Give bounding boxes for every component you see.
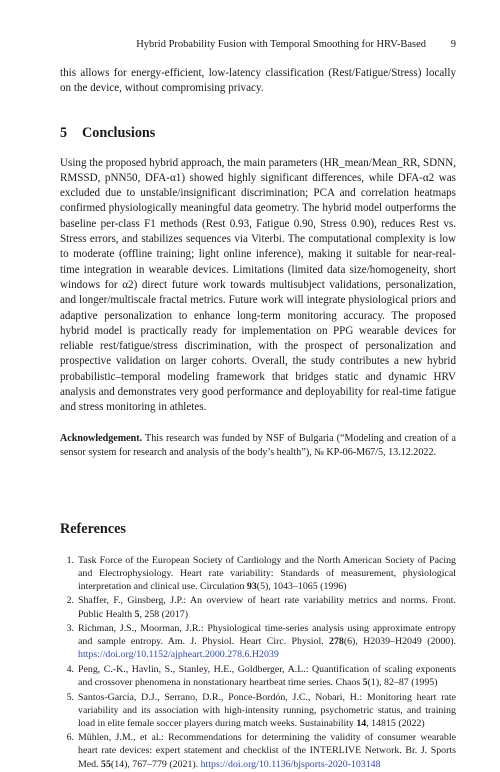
- reference-item: [60, 691, 456, 730]
- reference-number: 1.: [66, 554, 74, 566]
- reference-volume: 5: [362, 676, 368, 688]
- acknowledgement-label: Acknowledgement.: [60, 432, 143, 444]
- reference-text: Task Force of the European Society of Cardiology and the North American Society of Pacing and Electrophysiology. Heart rate variability: Standards of measurement, physiological interpretation and clinical use. Circulation: [78, 554, 456, 592]
- reference-text: Mühlen, J.M., et al.: Recommendations for determining the validity of consumer wearable heart rate devices: expert statement and checklist of the INTERLIVE Network. Br. J. Sports Med.: [78, 732, 456, 770]
- reference-list: [60, 554, 456, 771]
- acknowledgement-text: This research was funded by NSF of Bulgaria (“Modeling and creation of a sensor system for research and analysis of the body’s health”), № KP-06-M67/5, 13.12.2022.: [60, 432, 456, 458]
- reference-item: [60, 594, 456, 620]
- page-content: [60, 66, 456, 772]
- reference-doi-link[interactable]: https://doi.org/10.1136/bjsports-2020-103148: [200, 758, 381, 770]
- reference-doi-link[interactable]: https://doi.org/10.1152/ajpheart.2000.278.6.H2039: [78, 649, 279, 661]
- acknowledgement: [60, 432, 456, 460]
- reference-number: 2.: [66, 595, 74, 607]
- reference-number: 3.: [66, 623, 74, 635]
- reference-item: [60, 663, 456, 689]
- reference-text-tail: (6), H2039–H2049 (2000).: [343, 636, 457, 648]
- page-number: 9: [450, 39, 456, 50]
- reference-text: Richman, J.S., Moorman, J.R.: Physiological time-series analysis using approximate entropy and sample entropy. Am. J. Physiol. Heart Circ. Physiol.: [78, 623, 456, 648]
- reference-item: [60, 731, 456, 770]
- reference-text: Santos-García, D.J., Serrano, D.R., Ponce-Bordón, J.C., Nobari, H.: Monitoring heart rate variability and its association with high-intensity running, psychometric status, and training load in elite female soccer players during match weeks. Sustainability: [78, 691, 456, 729]
- reference-volume: 14: [356, 717, 367, 729]
- reference-volume: 55: [101, 758, 111, 770]
- references-heading: References: [60, 520, 126, 537]
- reference-number: 5.: [66, 691, 74, 703]
- reference-number: 6.: [66, 732, 74, 744]
- reference-number: 4.: [66, 663, 74, 675]
- reference-text-tail: (14), 767–779 (2021).: [110, 758, 201, 770]
- reference-item: [60, 622, 456, 661]
- reference-text-tail: (5), 1043–1065 (1996): [256, 580, 347, 592]
- reference-text-tail: (1), 82–87 (1995): [367, 676, 438, 688]
- intro-paragraph: this allows for energy-efficient, low-latency classification (Rest/Fatigue/Stress) locally on the device, without compromising privacy.: [60, 67, 456, 95]
- reference-volume: 5: [134, 608, 140, 620]
- reference-text: Shaffer, F., Ginsberg, J.P.: An overview of heart rate variability metrics and norms. Front. Public Health: [78, 595, 456, 620]
- running-title: Hybrid Probability Fusion with Temporal Smoothing for HRV-Based: [136, 39, 426, 50]
- conclusions-heading: [60, 124, 456, 142]
- section-title: Conclusions: [82, 124, 156, 141]
- reference-volume: 278: [329, 636, 344, 648]
- reference-volume: 93: [246, 580, 257, 592]
- reference-text-tail: , 258 (2017): [139, 608, 188, 620]
- section-number: 5: [60, 124, 68, 141]
- reference-item: [60, 554, 456, 593]
- reference-text: Peng, C.-K., Havlin, S., Stanley, H.E., Goldberger, A.L.: Quantification of scaling exponents and crossover phenomena in nonstationary heartbeat time series. Chaos: [78, 663, 456, 688]
- conclusions-paragraph: Using the proposed hybrid approach, the main parameters (HR_mean/Mean_RR, SDNN, RMSSD, pNN50, DFA-α1) showed highly significant differences, while DFA-α2 was excluded due to unstable/insignificant discrimination; PCA and correlation heatmaps confirmed physiologically meaningful data geometry. The hybrid model outperforms the baseline per-class F1 methods (Rest 0.93, Fatigue 0.90, Stress 0.90), reduces Rest vs. Stress errors, and stabilizes sequences via Viterbi. The computational complexity is low to moderate (offline training; light online inference), making it suitable for near-real-time integration in wearable devices. Limitations (limited data size/homogeneity, short windows for α2) direct future work towards multisubject validations, personalization, and longer/multiscale fractal metrics. Future work will integrate physiological priors and adaptive personalization to enhance long-term monitoring accuracy. The proposed hybrid model is practically ready for implementation on PPG wearable devices for reliable rest/fatigue/stress discrimination, with the prospect of personalization and prospective validation on larger cohorts. Overall, the study contributes a new hybrid probabilistic–temporal modeling framework that bridges static and dynamic HRV analysis and demonstrates very good performance and deployability for real-time fatigue and stress monitoring in athletes.: [60, 156, 456, 414]
- reference-text-tail: , 14815 (2022): [366, 717, 425, 729]
